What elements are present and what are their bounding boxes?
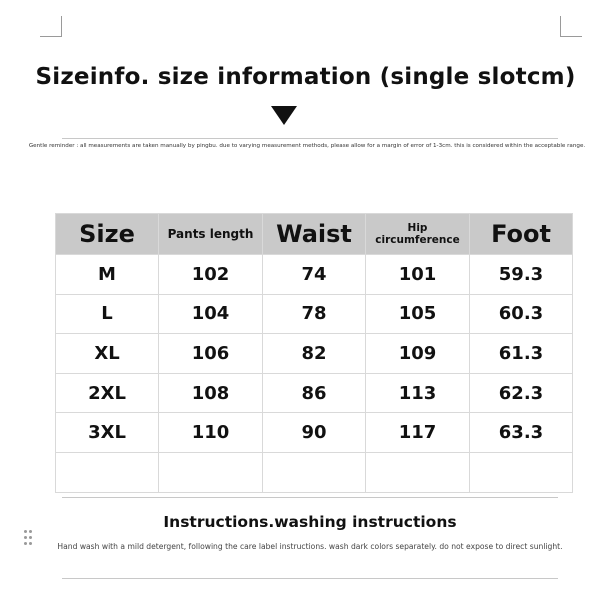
cell-hip: 109 — [366, 334, 470, 374]
cell-size: L — [56, 294, 159, 334]
cell-pants-length — [159, 452, 263, 492]
cell-pants-length: 110 — [159, 413, 263, 453]
cell-size — [56, 452, 159, 492]
table-row — [56, 413, 573, 453]
cell-waist: 90 — [263, 413, 366, 453]
washing-title: Instructions.washing instructions — [163, 513, 457, 531]
cell-foot: 62.3 — [470, 373, 573, 413]
divider — [62, 497, 558, 498]
header-hip-circumference: Hip circumference — [366, 214, 470, 255]
cell-hip: 105 — [366, 294, 470, 334]
cell-waist — [263, 452, 366, 492]
washing-text: Hand wash with a mild detergent, following the care label instructions. wash dark colors separately. do not expose to direct sunlight. — [57, 542, 563, 551]
cell-hip: 101 — [366, 255, 470, 295]
cell-foot: 63.3 — [470, 413, 573, 453]
cell-size: 2XL — [56, 373, 159, 413]
cell-waist: 74 — [263, 255, 366, 295]
crop-mark — [61, 16, 62, 37]
cell-hip: 117 — [366, 413, 470, 453]
gentle-reminder: Gentle reminder : all measurements are taken manually by pingbu. due to varying measurement methods, please allow for a margin of error of 1-3cm. this is considered within the acceptable range. — [28, 143, 586, 149]
cell-hip: 113 — [366, 373, 470, 413]
arrow-down-icon — [271, 106, 297, 125]
crop-mark — [40, 36, 62, 37]
cell-foot: 61.3 — [470, 334, 573, 374]
cell-pants-length: 108 — [159, 373, 263, 413]
header-waist: Waist — [263, 214, 366, 255]
cell-size: XL — [56, 334, 159, 374]
table-row — [56, 255, 573, 295]
size-table — [55, 213, 573, 493]
header-size: Size — [56, 214, 159, 255]
table-row — [56, 373, 573, 413]
header-foot: Foot — [470, 214, 573, 255]
cell-pants-length: 104 — [159, 294, 263, 334]
divider — [62, 578, 558, 579]
crop-mark — [560, 36, 582, 37]
divider — [62, 138, 558, 139]
drag-handle-icon[interactable] — [24, 530, 34, 546]
header-pants-length: Pants length — [159, 214, 263, 255]
table-header-row — [56, 214, 573, 255]
table-row — [56, 334, 573, 374]
cell-size: M — [56, 255, 159, 295]
table-row-empty — [56, 452, 573, 492]
cell-size: 3XL — [56, 413, 159, 453]
cell-foot: 59.3 — [470, 255, 573, 295]
cell-hip — [366, 452, 470, 492]
cell-foot — [470, 452, 573, 492]
page-title: Sizeinfo. size information (single slotcm) — [35, 64, 576, 90]
cell-foot: 60.3 — [470, 294, 573, 334]
table-row — [56, 294, 573, 334]
cell-waist: 78 — [263, 294, 366, 334]
crop-mark — [560, 16, 561, 37]
cell-pants-length: 106 — [159, 334, 263, 374]
cell-pants-length: 102 — [159, 255, 263, 295]
cell-waist: 82 — [263, 334, 366, 374]
cell-waist: 86 — [263, 373, 366, 413]
